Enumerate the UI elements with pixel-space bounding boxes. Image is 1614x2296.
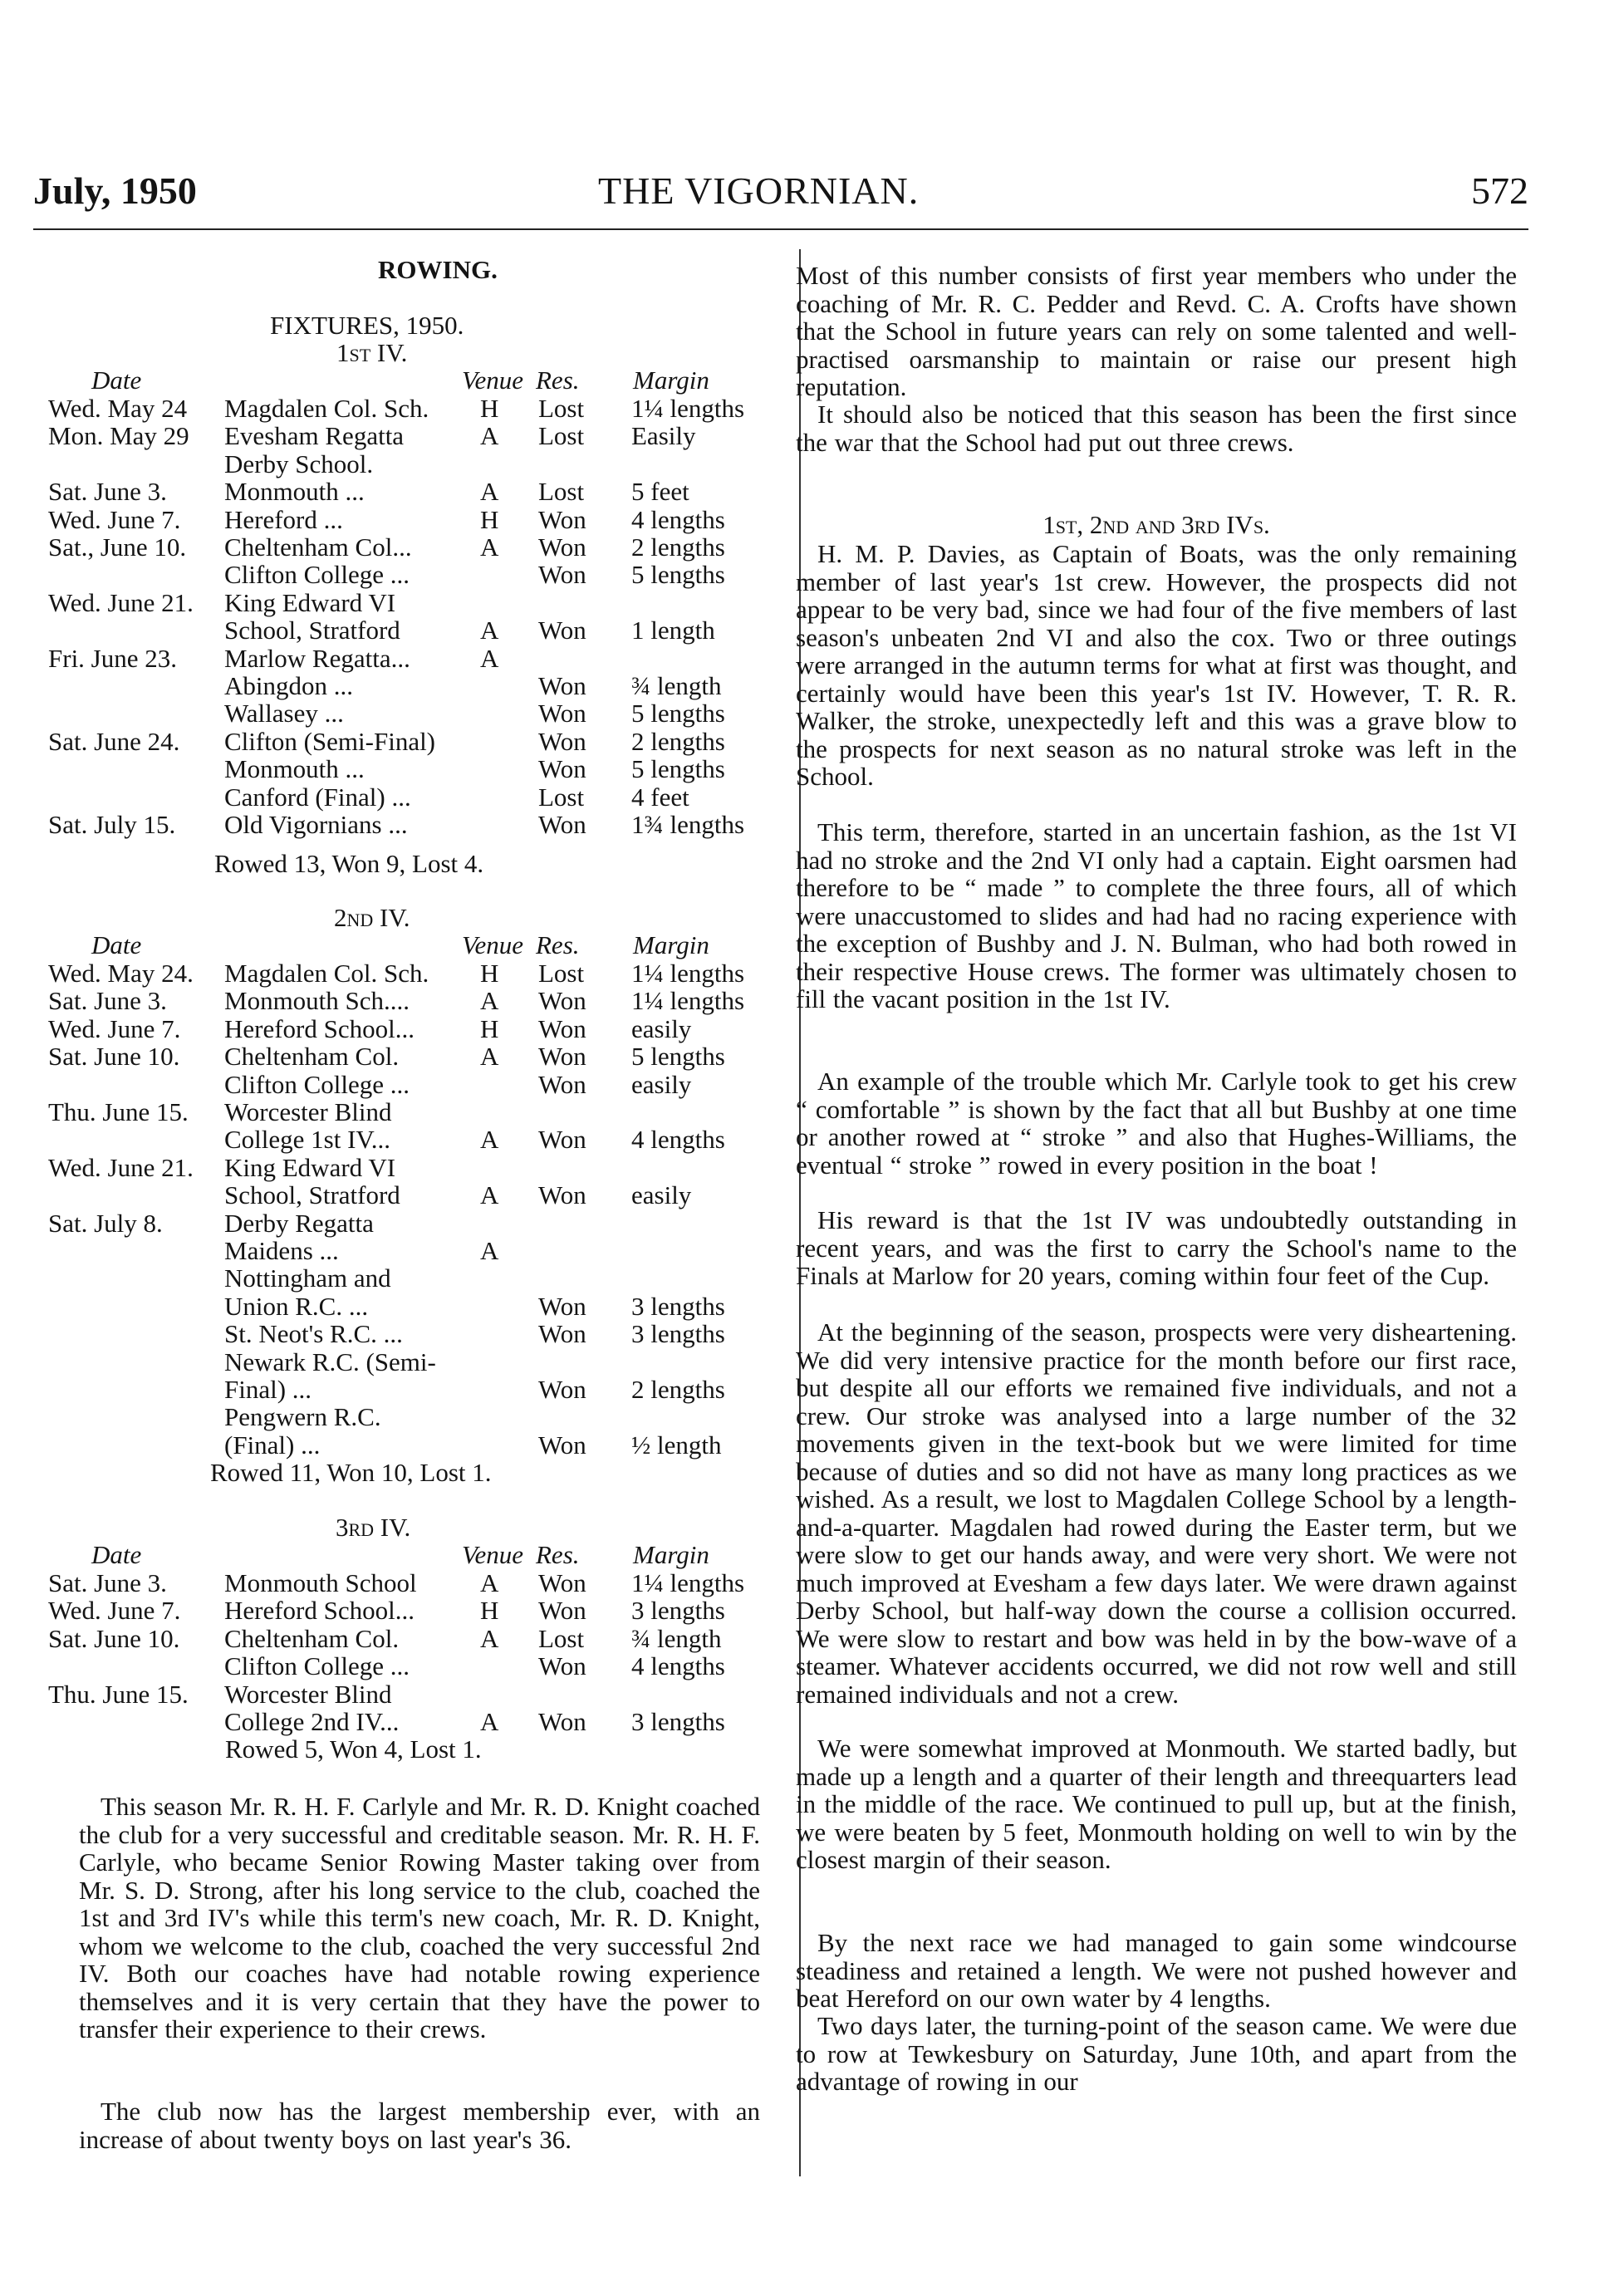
second-iv-cell-opponent: College 1st IV... <box>224 1125 391 1155</box>
first-iv-cell-date: Wed. June 7. <box>48 504 181 534</box>
first-iv-cell-venue: A <box>480 532 499 562</box>
second-iv-cell-margin: 4 lengths <box>631 1125 725 1155</box>
second-iv-cell-venue: A <box>480 1236 499 1265</box>
third-iv-cell-venue: A <box>480 1568 499 1597</box>
second-iv-cell-res: Won <box>538 986 586 1016</box>
first-iv-cell-opponent: Monmouth ... <box>224 477 365 507</box>
first-iv-cell-margin: 1¼ lengths <box>631 394 745 423</box>
second-iv-cell-res: Won <box>538 1375 586 1404</box>
issue-date: July, 1950 <box>33 169 197 212</box>
third-iv-cell-date: Sat. June 3. <box>48 1568 167 1597</box>
first-iv-cell-margin: 2 lengths <box>631 726 725 756</box>
first-iv-cell-margin: 5 feet <box>631 477 689 507</box>
third-iv-cell-date: Sat. June 10. <box>48 1623 180 1653</box>
third-iv-label: 3rd IV. <box>336 1513 411 1542</box>
second-iv-cell-opponent: School, Stratford <box>224 1180 400 1210</box>
first-iv-cell-opponent: Abingdon ... <box>224 671 353 700</box>
third-iv-cell-opponent: Worcester Blind <box>224 1679 392 1709</box>
body-paragraph: Two days later, the turning-point of the season came. We were due to row at Tewkesbury on Saturday, June 10th, and apart from the advantage of rowing in our <box>796 2011 1517 2096</box>
second-iv-cell-date: Wed. June 7. <box>48 1013 181 1043</box>
second-iv-cell-venue: A <box>480 1125 499 1155</box>
section-heading: ROWING. <box>378 255 498 284</box>
second-iv-cell-res: Won <box>538 1180 586 1210</box>
first-iv-cell-opponent: Clifton College ... <box>224 560 410 590</box>
first-iv-cell-date: Sat. July 15. <box>48 810 176 839</box>
second-iv-cell-venue: A <box>480 986 499 1016</box>
first-iv-cell-res: Won <box>538 504 586 534</box>
second-iv-cell-venue: H <box>480 1013 499 1043</box>
second-iv-cell-margin: 3 lengths <box>631 1291 725 1321</box>
first-iv-cell-margin: 5 lengths <box>631 754 725 784</box>
body-paragraph: H. M. P. Davies, as Captain of Boats, was the only remaining member of last year's 1st crew. However, the prospects did not appear to be very bad, since we had four of the five members of last season's unbeaten 2nd VI and also the cox. Two or three outings were arranged in the autumn terms for what at first was thought, and certainly would have been this year's 1st IV. However, T. R. R. Walker, the stroke, unexpectedly left and this was a grave blow to the prospects for next season as no natural stroke was left in the School. <box>796 539 1517 791</box>
first-iv-cell-date: Wed. June 21. <box>48 587 194 617</box>
third-iv-cell-opponent: Monmouth School <box>224 1568 417 1597</box>
column-header-date: Date <box>91 930 142 959</box>
page-header <box>33 166 1528 224</box>
second-iv-cell-res: Won <box>538 1069 586 1099</box>
first-iv-cell-margin: 1 length <box>631 616 715 645</box>
first-iv-cell-date: Sat. June 3. <box>48 477 167 507</box>
second-iv-cell-venue: H <box>480 959 499 988</box>
second-iv-cell-margin: 2 lengths <box>631 1375 725 1404</box>
second-iv-cell-res: Lost <box>538 959 585 988</box>
column-header-date: Date <box>91 365 142 395</box>
second-iv-cell-venue: A <box>480 1180 499 1210</box>
third-iv-cell-res: Lost <box>538 1623 585 1653</box>
second-iv-cell-date: Thu. June 15. <box>48 1097 189 1126</box>
first-iv-cell-opponent: Hereford ... <box>224 504 343 534</box>
first-iv-cell-opponent: Monmouth ... <box>224 754 365 784</box>
second-iv-cell-opponent: Maidens ... <box>224 1236 339 1265</box>
second-iv-cell-venue: A <box>480 1042 499 1072</box>
first-iv-cell-opponent: School, Stratford <box>224 616 400 645</box>
third-iv-cell-venue: A <box>480 1623 499 1653</box>
third-iv-cell-opponent: Clifton College ... <box>224 1651 410 1681</box>
first-iv-cell-opponent: Evesham Regatta <box>224 421 405 451</box>
second-iv-cell-opponent: King Edward VI <box>224 1152 396 1182</box>
second-iv-cell-res: Won <box>538 1042 586 1072</box>
first-iv-cell-margin: 5 lengths <box>631 560 725 590</box>
first-iv-cell-res: Won <box>538 532 586 562</box>
body-paragraph: We were somewhat improved at Monmouth. We started badly, but made up a length and a quarter of their length and threequarters lead in the middle of the race. We continued to pull up, but at the finish, we were beaten by 5 feet, Monmouth holding on well to win by the closest margin of their season. <box>796 1734 1517 1874</box>
third-iv-cell-date: Wed. June 7. <box>48 1596 181 1626</box>
second-iv-cell-margin: ½ length <box>631 1430 722 1460</box>
body-paragraph: This season Mr. R. H. F. Carlyle and Mr. R. D. Knight coached the club for a very successful and creditable season. Mr. R. H. F. Carlyle, who became Senior Rowing Master taking over from Mr. S. D. Strong, after his long service to the club, coached the 1st and 3rd IV's while this term's new coach, Mr. R. D. Knight, whom we welcome to the club, coached the very successful 2nd IV. Both our coaches have had notable rowing experience themselves and it is very certain that they have the power to transfer their experience to their crews. <box>79 1792 760 2043</box>
second-iv-cell-opponent: Newark R.C. (Semi- <box>224 1347 436 1376</box>
first-iv-cell-opponent: Marlow Regatta... <box>224 643 410 673</box>
first-iv-cell-venue: A <box>480 643 499 673</box>
first-iv-cell-venue: H <box>480 504 499 534</box>
second-iv-cell-margin: easily <box>631 1069 692 1099</box>
first-iv-cell-res: Won <box>538 699 586 729</box>
first-iv-cell-date: Mon. May 29 <box>48 421 189 451</box>
body-paragraph: His reward is that the 1st IV was undoubtedly outstanding in recent years, and was the first to carry the School's name to the Finals at Marlow for 20 years, coming within four feet of the Cup. <box>796 1205 1517 1290</box>
second-iv-cell-opponent: Derby Regatta <box>224 1208 374 1238</box>
second-iv-cell-opponent: Nottingham and <box>224 1263 391 1293</box>
first-iv-cell-res: Lost <box>538 394 585 423</box>
fixtures-title: FIXTURES, 1950. <box>270 311 464 340</box>
first-iv-cell-res: Won <box>538 671 586 700</box>
subheading: 1st, 2nd and 3rd IVs. <box>1042 510 1270 539</box>
first-iv-cell-margin: 4 feet <box>631 782 689 812</box>
third-iv-cell-venue: A <box>480 1707 499 1736</box>
second-iv-cell-margin: 5 lengths <box>631 1042 725 1072</box>
first-iv-cell-venue: H <box>480 394 499 423</box>
second-iv-cell-margin: 1¼ lengths <box>631 986 745 1016</box>
first-iv-cell-opponent: Wallasey ... <box>224 699 344 729</box>
body-paragraph: This term, therefore, started in an uncertain fashion, as the 1st VI had no stroke and the 2nd VI only had a captain. Eight oarsmen had therefore to be “ made ” to complete the three fours, all of which were unaccustomed to slides and had had no racing experience with the exception of Bushby and J. N. Bulman, who had both rowed in their respective House crews. The former was ultimately chosen to fill the vacant position in the 1st IV. <box>796 817 1517 1013</box>
second-iv-cell-date: Wed. June 21. <box>48 1152 194 1182</box>
column-header-res: Res. <box>536 930 580 959</box>
column-header-margin: Margin <box>633 930 709 959</box>
third-iv-cell-margin: 3 lengths <box>631 1707 725 1736</box>
second-iv-cell-opponent: Clifton College ... <box>224 1069 410 1099</box>
first-iv-cell-date: Sat. June 24. <box>48 726 180 756</box>
second-iv-cell-res: Won <box>538 1430 586 1460</box>
third-iv-cell-margin: 1¼ lengths <box>631 1568 745 1597</box>
third-iv-cell-margin: ¾ length <box>631 1623 722 1653</box>
first-iv-cell-margin: 1¾ lengths <box>631 810 745 839</box>
second-iv-cell-margin: 1¼ lengths <box>631 959 745 988</box>
second-iv-cell-opponent: Magdalen Col. Sch. <box>224 959 429 988</box>
second-iv-cell-res: Won <box>538 1319 586 1349</box>
first-iv-cell-margin: ¾ length <box>631 671 722 700</box>
second-iv-cell-res: Won <box>538 1125 586 1155</box>
first-iv-cell-opponent: Derby School. <box>224 449 374 478</box>
second-iv-cell-opponent: St. Neot's R.C. ... <box>224 1319 403 1349</box>
first-iv-cell-res: Won <box>538 810 586 839</box>
second-iv-cell-opponent: Pengwern R.C. <box>224 1402 381 1432</box>
body-paragraph: It should also be noticed that this season has been the first since the war that the School had put out three crews. <box>796 400 1517 457</box>
first-iv-cell-date: Fri. June 23. <box>48 643 177 673</box>
column-header-date: Date <box>91 1540 142 1569</box>
column-header-venue: Venue <box>462 1540 524 1569</box>
first-iv-cell-margin: 2 lengths <box>631 532 725 562</box>
column-header-margin: Margin <box>633 1540 709 1569</box>
column-header-margin: Margin <box>633 365 709 395</box>
third-iv-cell-opponent: Hereford School... <box>224 1596 415 1626</box>
third-iv-cell-res: Won <box>538 1596 586 1626</box>
body-paragraph: Most of this number consists of first year members who under the coaching of Mr. R. C. Pedder and Revd. C. A. Crofts have shown that the School in future years can rely on some talented and well-practised oarsmanship to maintain or raise our present high reputation. <box>796 261 1517 401</box>
second-iv-cell-opponent: Union R.C. ... <box>224 1291 369 1321</box>
second-iv-summary: Rowed 11, Won 10, Lost 1. <box>210 1458 492 1487</box>
first-iv-cell-res: Lost <box>538 782 585 812</box>
second-iv-cell-opponent: (Final) ... <box>224 1430 321 1460</box>
third-iv-cell-margin: 4 lengths <box>631 1651 725 1681</box>
second-iv-cell-date: Sat. June 3. <box>48 986 167 1016</box>
first-iv-cell-res: Won <box>538 754 586 784</box>
column-header-res: Res. <box>536 365 580 395</box>
first-iv-cell-opponent: King Edward VI <box>224 587 396 617</box>
third-iv-cell-res: Won <box>538 1568 586 1597</box>
first-iv-cell-res: Won <box>538 726 586 756</box>
first-iv-cell-margin: 5 lengths <box>631 699 725 729</box>
second-iv-cell-margin: easily <box>631 1013 692 1043</box>
page-number: 572 <box>1471 169 1528 212</box>
third-iv-cell-opponent: College 2nd IV... <box>224 1707 400 1736</box>
first-iv-cell-opponent: Magdalen Col. Sch. <box>224 394 429 423</box>
second-iv-cell-res: Won <box>538 1291 586 1321</box>
first-iv-cell-date: Wed. May 24 <box>48 394 188 423</box>
first-iv-cell-venue: A <box>480 421 499 451</box>
second-iv-cell-margin: 3 lengths <box>631 1319 725 1349</box>
third-iv-summary: Rowed 5, Won 4, Lost 1. <box>225 1734 482 1764</box>
third-iv-cell-opponent: Cheltenham Col. <box>224 1623 400 1653</box>
first-iv-cell-venue: A <box>480 616 499 645</box>
third-iv-cell-res: Won <box>538 1707 586 1736</box>
second-iv-cell-opponent: Final) ... <box>224 1375 312 1404</box>
header-rule <box>33 228 1528 230</box>
first-iv-cell-venue: A <box>480 477 499 507</box>
column-header-res: Res. <box>536 1540 580 1569</box>
third-iv-cell-margin: 3 lengths <box>631 1596 725 1626</box>
second-iv-cell-margin: easily <box>631 1180 692 1210</box>
first-iv-summary: Rowed 13, Won 9, Lost 4. <box>214 849 484 878</box>
third-iv-cell-res: Won <box>538 1651 586 1681</box>
column-header-venue: Venue <box>462 365 524 395</box>
second-iv-cell-opponent: Monmouth Sch.... <box>224 986 410 1016</box>
second-iv-cell-opponent: Cheltenham Col. <box>224 1042 400 1072</box>
first-iv-cell-opponent: Cheltenham Col... <box>224 532 412 562</box>
first-iv-cell-res: Won <box>538 616 586 645</box>
first-iv-cell-opponent: Canford (Final) ... <box>224 782 411 812</box>
body-paragraph: By the next race we had managed to gain some windcourse steadiness and retained a length. We were not pushed however and beat Hereford on our own water by 4 lengths. <box>796 1928 1517 2013</box>
first-iv-cell-margin: 4 lengths <box>631 504 725 534</box>
body-paragraph: An example of the trouble which Mr. Carlyle took to get his crew “ comfortable ” is shown by the fact that all but Bushby at one time or another rowed at “ stroke ” and also that Hughes-Williams, the eventual “ stroke ” rowed in every position in the boat ! <box>796 1067 1517 1180</box>
first-iv-cell-opponent: Old Vigornians ... <box>224 810 408 839</box>
body-paragraph: At the beginning of the season, prospects were very disheartening. We did very intensive practice for the month before our first race, but despite all our efforts we remained five individuals, and not a crew. Our stroke was analysed into a large number of the 32 movements given in the text-book but we were limited for time because of duties and so did not have as many long practices as we wished. As a result, we lost to Magdalen College School by a length-and-a-quarter. Magdalen had rowed during the Easter term, but we were slow to get our hands away, and were very short. We were not much improved at Evesham a few days later. We were drawn against Derby School, but half-way down the course a collision occurred. We were slow to restart and bow was held in by the bow-wave of a steamer. Whatever accidents occurred, we did not row well and still remained individuals and not a crew. <box>796 1317 1517 1709</box>
first-iv-cell-margin: Easily <box>631 421 696 451</box>
third-iv-cell-venue: H <box>480 1596 499 1626</box>
third-iv-cell-date: Thu. June 15. <box>48 1679 189 1709</box>
second-iv-cell-date: Wed. May 24. <box>48 959 194 988</box>
first-iv-cell-res: Lost <box>538 477 585 507</box>
second-iv-cell-opponent: Worcester Blind <box>224 1097 392 1126</box>
first-iv-cell-date: Sat., June 10. <box>48 532 187 562</box>
second-iv-label: 2nd IV. <box>334 903 410 932</box>
second-iv-cell-res: Won <box>538 1013 586 1043</box>
second-iv-cell-date: Sat. July 8. <box>48 1208 163 1238</box>
journal-title: THE VIGORNIAN. <box>598 169 920 212</box>
column-header-venue: Venue <box>462 930 524 959</box>
second-iv-cell-opponent: Hereford School... <box>224 1013 415 1043</box>
first-iv-cell-opponent: Clifton (Semi-Final) <box>224 726 436 756</box>
first-iv-cell-res: Won <box>538 560 586 590</box>
first-iv-cell-res: Lost <box>538 421 585 451</box>
body-paragraph: The club now has the largest membership ever, with an increase of about twenty boys on last year's 36. <box>79 2097 760 2154</box>
second-iv-cell-date: Sat. June 10. <box>48 1042 180 1072</box>
first-iv-label: 1st IV. <box>336 338 408 367</box>
